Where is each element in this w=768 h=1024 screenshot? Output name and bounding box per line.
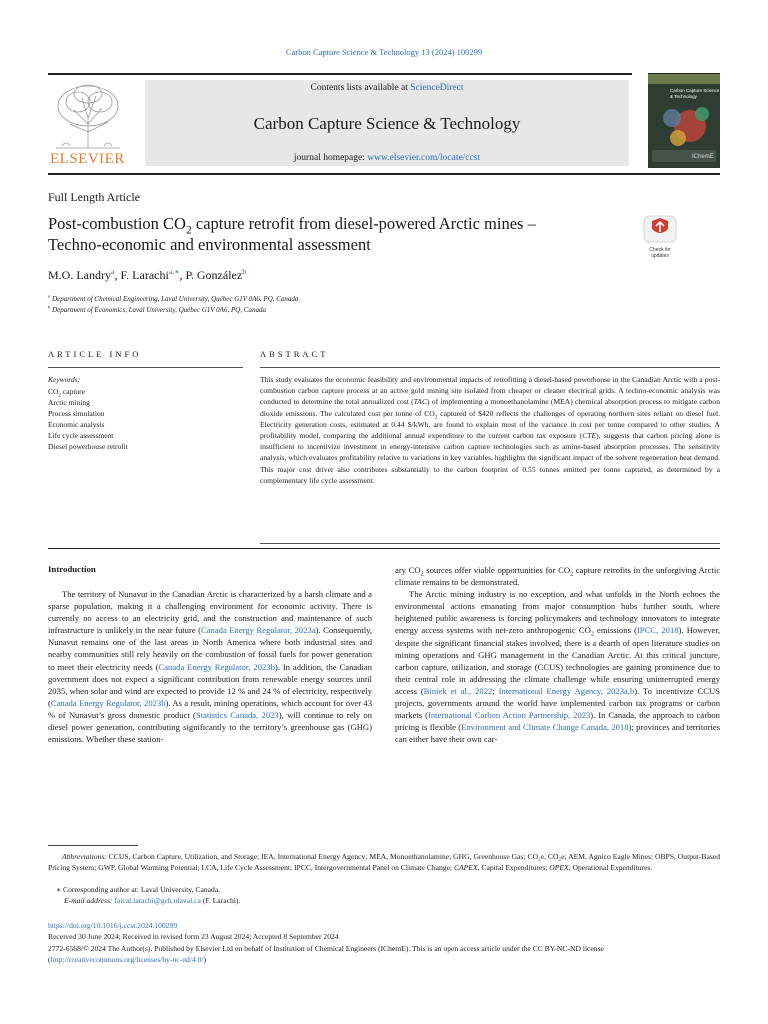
body-text: The territory of Nunavut in the Canadian Arctic is characterized by a harsh climate and a sparse population, making it a challenging environment for economic activity. There is currently no access to an electricity grid, and the construction and maintenance of such infrastructure is unlikely in the near future ( <box>48 589 372 636</box>
abstract-bottom-rule <box>260 543 720 544</box>
body-text: sources offer viable opportunities for CO <box>423 565 571 575</box>
author-list <box>48 268 246 283</box>
body-paragraph <box>395 564 720 588</box>
body-paragraph <box>48 588 372 745</box>
body-text: ). To incentivize CCUS projects, governments around the world have implemented carbon tax programs or carbon markets ( <box>395 685 720 721</box>
body-text: ). In addition, the Canadian government does not expect a significant contribution from renewable energy sources until 2035, when solar and wind are expected to provide 12 % and 24 % of electricity, respectively ( <box>48 661 372 708</box>
keyword-item: Diesel powerhouse retrofit <box>48 442 128 451</box>
author-separator: , <box>179 268 186 282</box>
check-updates-icon <box>641 215 679 243</box>
article-info-heading: ARTICLE INFO <box>48 349 142 359</box>
contents-line <box>145 83 629 93</box>
copyright-text: 2772-6568/© 2024 The Author(s). Published by Elsevier Ltd on behalf of Institution of Chemical Engineers (IChemE). This is an open access article under the CC BY-NC-ND license ( <box>48 944 604 964</box>
article-type: Full Length Article <box>48 190 140 204</box>
body-paragraph <box>395 588 720 745</box>
body-text: ), will continue to rely on diesel power generation, contributing significantly to the territory’s greenhouse gas (GHG) emissions. Whether these station- <box>48 709 372 745</box>
keywords-list <box>48 386 128 452</box>
affiliation-b <box>48 306 266 314</box>
homepage-link[interactable]: www.elsevier.com/locate/ccst <box>367 153 481 163</box>
doi-link[interactable] <box>48 920 177 931</box>
abbrev-opex: OPEX <box>549 863 569 872</box>
citation-link[interactable]: International Energy Agency, 2023a,b <box>498 685 635 696</box>
contents-prefix: Contents lists available at <box>310 83 411 93</box>
author-name[interactable]: P. González <box>185 268 243 282</box>
body-text: ); provinces and territories can either have their own car- <box>395 722 720 745</box>
cover-title-line-1: Carbon Capture Science <box>670 88 720 93</box>
abstract-part: This study evaluates the economic feasibility and environmental impacts of retrofitting a diesel-based powerhouse in the Canadian Arctic with a post-combustion carbon capture process at an active gold mining site isolated from cheaper or cleaner electrical grids. A techno-economic analysis was conducted to determine the total annualized cost ( <box>260 375 720 407</box>
title-line-2: Techno-economic and environmental assessment <box>48 235 371 254</box>
abstract-subscript: 2 <box>434 414 438 421</box>
subscript: 2 <box>420 571 424 578</box>
abstract-rule <box>260 367 720 368</box>
title-subscript: 2 <box>185 224 192 237</box>
email-suffix: (F. Larachi). <box>200 896 241 905</box>
abbreviations-footnote <box>48 851 720 873</box>
elsevier-logo <box>48 80 128 166</box>
title-part: Post-combustion CO <box>48 214 186 233</box>
running-head[interactable]: Carbon Capture Science & Technology 13 (2024) 100299 <box>285 47 483 57</box>
article-title <box>48 213 628 255</box>
check-updates-label <box>641 248 679 259</box>
info-rule <box>48 367 243 368</box>
title-line-1 <box>48 213 628 237</box>
keyword-item: $CO_2$ capture <box>48 387 85 399</box>
affiliation-text: Department of Economics, Laval University, Québec G1V 0A6, PQ, Canada <box>52 306 266 314</box>
cover-title-line-2: & Technology <box>670 94 697 99</box>
body-text: ary CO <box>395 565 421 575</box>
author-name[interactable]: M.O. Landry <box>48 268 111 282</box>
citation-link[interactable]: Environment and Climate Change Canada, 2018 <box>461 722 629 733</box>
homepage-line <box>145 153 629 163</box>
citation-link[interactable]: IPCC, 2018 <box>636 625 679 636</box>
keyword-item: Life cycle assessment <box>48 431 114 440</box>
subscript: 2 <box>570 571 574 578</box>
affiliation-mark: b <box>48 304 51 310</box>
affiliation-text: Department of Chemical Engineering, Laval University, Québec G1V 0A6, PQ, Canada <box>52 295 299 303</box>
abbreviations-text: CCUS, Carbon Capture, Utilization, and Storage; IEA, International Energy Agency; MEA, Monoethanolamine; GHG, Greenhouse Gas; CO₂e, CO₂e; AEM, Agnico Eagle Mines; OBPS, Output-Based Pricing System; GWP, Global Warming Potential; LCA, Life Cycle Assessment; IPCC, Intergovernmental Panel on Climate Change; <box>48 852 720 872</box>
body-text: ). Consequently, Nunavut remains one of the last areas in North America where both industrial sites and nearby communities still rely heavily on the combustion of fossil fuels for power generation to meet their electricity needs ( <box>48 625 372 672</box>
check-line-2: updates <box>651 252 669 259</box>
citation-link[interactable]: Canada Energy Regulator, 2023b <box>158 661 275 672</box>
copyright-end: ) <box>203 955 207 964</box>
keyword-item: Economic analysis <box>48 420 105 429</box>
footnote-rule <box>48 845 138 846</box>
license-link[interactable]: http://creativecommons.org/licenses/by-nc-nd/4.0/ <box>50 955 204 964</box>
body-text: ; <box>492 685 499 696</box>
abstract-part: ), suggests that carbon pricing alone is insufficient to incentivize investment in energy-intensive carbon capture technologies such as amine-based absorption processes. The sensitivity analysis, which evaluates profitability relative to variations in key variables, highlights the significant impact of the solvent regeneration heat demand. This major cost driver also contributes substantially to the carbon footprint of 0.55 tonnes emitted per tonne captured, as determined by a complementary life cycle assessment. <box>260 431 721 485</box>
body-text: ). As a result, mining operations, which account for over 43 % of Nunavut’s gross domestic product ( <box>48 697 372 720</box>
citation-link[interactable]: Canada Energy Regulator, 2023a <box>201 625 316 636</box>
email-label: E-mail address: <box>64 896 113 905</box>
header-rule <box>48 73 632 75</box>
doi-text[interactable]: https://doi.org/10.1016/j.ccst.2024.100299 <box>48 921 178 930</box>
abstract-emphasis: TAC <box>413 397 428 407</box>
author-affiliation-mark[interactable]: b <box>242 267 247 276</box>
abstract-part: captured of $420 reflects the challenges of operating northern sites reliant on diesel fuel. Electricity generation costs, estimated at 0.44 $/kWh, are found to explain most of the variance in cost per tonne compared to other studies. A profitability model, comparing the additional annual expenditure to the current carbon tax exposure ( <box>260 408 720 441</box>
elsevier-tree-icon <box>48 80 128 152</box>
abbreviations-label: Abbreviations: <box>62 852 107 861</box>
body-text: capture retrofits in the unforgiving Arctic climate remains to be demonstrated. <box>395 565 721 588</box>
email-note <box>64 895 240 906</box>
subscript: 2 <box>590 632 594 639</box>
email-link[interactable]: faical.larachi@gch.ulaval.ca <box>114 896 201 905</box>
abbreviations-text: , Capital Expenditures; <box>477 863 550 872</box>
abstract-emphasis: CTE <box>582 431 597 441</box>
author-affiliation-mark[interactable]: a,∗ <box>168 267 180 276</box>
body-text: The Arctic mining industry is no exception, and what unfolds in the North echoes the environmental actions emanating from major consumption hubs further south, where heightened public awareness is forcing policymakers and technology innovators to integrate energy access systems with net-zero anthropogenic CO <box>395 589 720 636</box>
citation-link[interactable]: Biniek et al., 2022 <box>423 685 493 696</box>
body-text: ). In Canada, the approach to carbon pricing is flexible ( <box>395 710 720 733</box>
abstract-part: ) of implementing a monoethanolamine (MEA) chemical absorption process to mitigate carbon dioxide emissions. The calculated cost per tonne of CO <box>260 397 720 418</box>
abbreviations-text: , Operational Expenditures. <box>568 863 653 872</box>
header-bottom-rule <box>48 173 720 175</box>
title-part: capture retrofit from diesel-powered Arctic mines – <box>191 214 536 233</box>
body-text: ). However, despite the significant financial stakes involved, there is a dearth of open literature studies on mining operations and GHG management in the Canadian Arctic. At this critical juncture, carbon capture, utilization, and storage (CCUS) technologies are gaining prominence due to their central role in addressing the climate challenge while ensuring uninterrupted energy access ( <box>395 625 721 696</box>
keyword-item: Arctic mining <box>48 398 90 407</box>
author-name[interactable]: F. Larachi <box>120 268 169 282</box>
copyright-notice <box>48 943 720 965</box>
check-line-1: Check for <box>649 247 671 253</box>
abstract-heading: ABSTRACT <box>260 349 329 359</box>
corresponding-author-note: ∗ Corresponding author at: Laval University, Canada. <box>56 885 221 894</box>
check-for-updates-button[interactable] <box>641 215 679 259</box>
journal-cover[interactable] <box>648 74 720 168</box>
body-top-rule <box>48 548 720 549</box>
keywords-label: Keywords: <box>48 375 81 384</box>
elsevier-wordmark: ELSEVIER <box>50 151 125 167</box>
citation-link[interactable]: Statistics Canada, 2023 <box>195 709 279 720</box>
citation-link[interactable]: Canada Energy Regulator, 2023b <box>50 697 166 708</box>
sciencedirect-link[interactable]: ScienceDirect <box>410 83 464 93</box>
journal-title: Carbon Capture Science & Technology <box>253 114 521 133</box>
keyword-item: Process simulation <box>48 409 105 418</box>
body-right-column <box>395 564 720 745</box>
author-affiliation-mark[interactable]: a <box>111 267 115 276</box>
citation-link[interactable]: International Carbon Action Partnership, 2023 <box>428 710 591 721</box>
introduction-heading: Introduction <box>48 564 96 574</box>
received-dates: Received 30 June 2024; Received in revised form 23 August 2024; Accepted 8 September 2024 <box>48 932 339 941</box>
body-text: emissions ( <box>593 625 637 636</box>
author-separator: , <box>114 268 121 282</box>
affiliation-a <box>48 295 298 303</box>
abstract-text <box>260 374 720 486</box>
affiliation-mark: a <box>48 293 51 299</box>
homepage-prefix: journal homepage: <box>293 153 368 163</box>
cover-badge: IChemE <box>692 154 714 160</box>
body-left-column <box>48 588 372 745</box>
abbrev-capex: CAPEX <box>453 863 478 872</box>
